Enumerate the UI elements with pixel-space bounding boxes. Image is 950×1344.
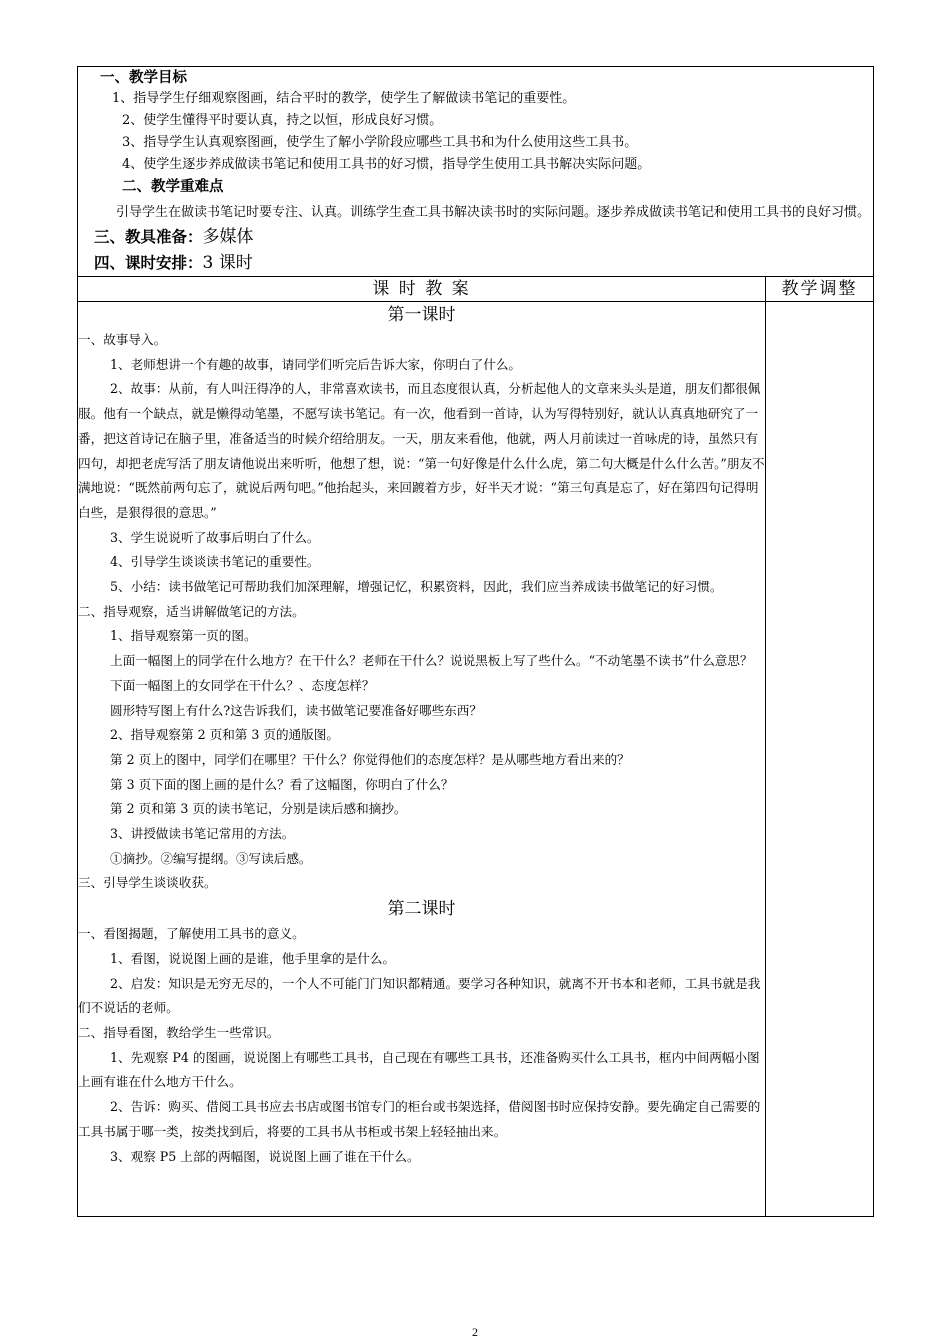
content-paragraph: 3、讲授做读书笔记常用的方法。 [110, 826, 295, 842]
period-2-content [78, 922, 765, 1169]
content-paragraph: 圆形特写图上有什么?这告诉我们，读书做笔记要准备好哪些东西？ [110, 702, 482, 718]
content-paragraph: 下面一幅图上的女同学在干什么？、态度怎样？ [110, 677, 375, 693]
content-paragraph: 第 2 页上的图中，同学们在哪里？干什么？你觉得他们的态度怎样？是从哪些地方看出来的？ [110, 751, 630, 767]
schedule-line [94, 250, 873, 276]
content-paragraph: 第 2 页和第 3 页的读书笔记，分别是读后感和摘抄。 [110, 801, 407, 817]
content-paragraph: 第 3 页下面的图上画的是什么？看了这幅图，你明白了什么？ [110, 776, 454, 792]
content-paragraph: 3、学生说说听了故事后明白了什么。 [110, 529, 320, 545]
content-paragraph: ①摘抄。②编写提纲。③写读后感。 [110, 850, 312, 866]
content-paragraph: 2、启发：知识是无穷无尽的，一个人不可能门门知识都精通。要学习各种知识，就离不开书本和老师，工具书就是我们不说话的老师。 [78, 975, 761, 1016]
section-heading: 二、指导观察，适当讲解做笔记的方法。 [78, 603, 305, 619]
schedule-value: 3 课时 [202, 253, 253, 273]
goals-heading: 一、教学目标 [100, 69, 187, 86]
content-paragraph: 1、先观察 P4 的图画，说说图上有哪些工具书，自己现在有哪些工具书，还准备购买什么工具书，框内中间两幅小图上画有谁在什么地方干什么。 [78, 1049, 760, 1090]
plan-header: 课 时 教 案 [78, 277, 766, 302]
section-heading: 二、指导看图，教给学生一些常识。 [78, 1024, 280, 1040]
goal-item: 2、使学生懂得平时要认真，持之以恒，形成良好习惯。 [122, 113, 443, 128]
content-paragraph: 1、指导观察第一页的图。 [110, 628, 257, 644]
section-heading: 一、看图揭题，了解使用工具书的意义。 [78, 926, 305, 942]
content-paragraph: 5、小结：读书做笔记可帮助我们加深理解，增强记忆，积累资料，因此，我们应当养成读书做笔记的好习惯。 [110, 579, 723, 595]
adjustment-cell [766, 302, 874, 1217]
difficulty-text: 引导学生在做读书笔记时要专注、认真。训练学生查工具书解决读书时的实际问题。逐步养成做读书笔记和使用工具书的良好习惯。 [116, 205, 871, 220]
content-paragraph: 1、看图，说说图上画的是谁，他手里拿的是什么。 [110, 950, 396, 966]
goal-item: 4、使学生逐步养成做读书笔记和使用工具书的好习惯，指导学生使用工具书解决实际问题。 [122, 157, 651, 172]
tools-value: 多媒体 [202, 227, 254, 247]
period-1-content [78, 328, 765, 896]
content-paragraph: 上面一幅图上的同学在什么地方？在干什么？老师在干什么？说说黑板上写了些什么。“不动笔墨不读书”什么意思？ [110, 653, 753, 669]
section-heading: 一、故事导入。 [78, 332, 167, 347]
section-heading: 三、引导学生谈谈收获。 [78, 875, 217, 891]
goal-item: 1、指导学生仔细观察图画，结合平时的教学，使学生了解做读书笔记的重要性。 [112, 91, 576, 106]
lesson-plan-table [77, 66, 874, 1217]
page-number: 2 [472, 1325, 478, 1339]
period-2-title: 第二课时 [387, 899, 456, 920]
schedule-label: 四、课时安排： [94, 253, 203, 272]
goal-item: 3、指导学生认真观察图画，使学生了解小学阶段应哪些工具书和为什么使用这些工具书。 [122, 135, 638, 150]
content-paragraph: 2、故事：从前，有人叫汪得净的人，非常喜欢读书，而且态度很认真，分析起他人的文章来头头是道，朋友们都很佩服。他有一个缺点，就是懒得动笔墨，不愿写读书笔记。有一次，他看到一首诗，认为写得特别好，就认认真真地研究了一番，把这首诗记在脑子里，准备适当的时候介绍给朋友。一天，朋友来看他，他就，两人月前读过一首咏虎的诗，虽然只有四句，却把老虎写活了朋友请他说出来听听，他想了想，说：“第一句好像是什么什么虎，第二句大概是什么什么苦。”朋友不满地说：“既然前两句忘了，就说后两句吧。”他抬起头，来回踱着方步，好半天才说：“第三句真是忘了，好在第四句记得明白些，是狠得很的意思。” [78, 381, 765, 520]
lesson-content-cell [78, 302, 766, 1217]
difficulty-heading: 二、教学重难点 [122, 178, 224, 195]
tools-label: 三、教具准备： [94, 227, 203, 246]
content-paragraph: 3、观察 P5 上部的两幅图，说说图上画了谁在干什么。 [110, 1148, 420, 1164]
lesson-plan-page [77, 66, 873, 1217]
content-paragraph: 2、告诉：购买、借阅工具书应去书店或图书馆专门的柜台或书架选择，借阅图书时应保持安静。要先确定自己需要的工具书属于哪一类，按类找到后，将要的工具书从书柜或书架上轻轻抽出来。 [78, 1099, 761, 1139]
content-paragraph: 4、引导学生谈谈读书笔记的重要性。 [110, 554, 320, 570]
tools-line [94, 224, 873, 250]
period-1-title: 第一课时 [387, 305, 456, 325]
content-paragraph: 2、指导观察第 2 页和第 3 页的通版图。 [110, 727, 339, 743]
adjust-header: 教学调整 [766, 277, 874, 302]
overview-cell [78, 67, 874, 277]
content-paragraph: 1、老师想讲一个有趣的故事，请同学们听完后告诉大家，你明白了什么。 [110, 356, 522, 372]
